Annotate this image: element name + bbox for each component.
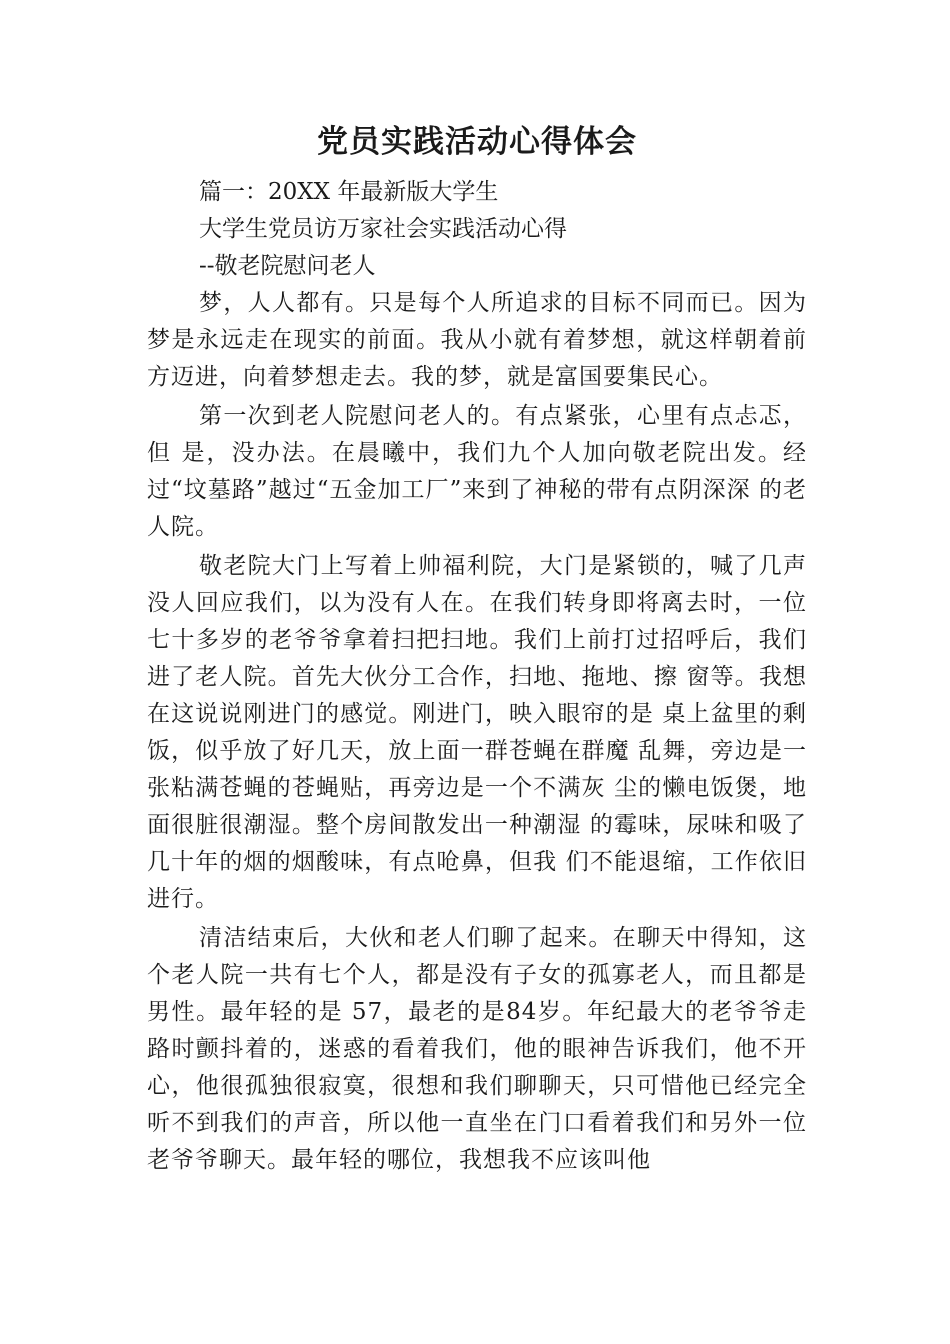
document-page — [147, 118, 807, 1179]
paragraph-4: 清洁结束后，大伙和老人们聊了起来。在聊天中得知，这个老人院一共有七个人，都是没有子女的孤寡老人，而且都是男性。最年轻的是 57，最老的是84岁。年纪最大的老爷爷走路时颤抖着的，迷惑的看着我们，他的眼神告诉我们，他不开心，他很孤独很寂寞，很想和我们聊聊天，只可惜他已经完全听不到我们的声音，所以他一直坐在门口看着我们和另外一位老爷爷聊天。最年轻的哪位，我想我不应该叫他 — [147, 925, 807, 1173]
subtitle-line-3: --敬老院慰问老人 — [199, 253, 376, 279]
subtitle-line-2: 大学生党员访万家社会实践活动心得 — [199, 216, 567, 242]
document-title: 党员实践活动心得体会 — [317, 124, 637, 160]
paragraph-2: 第一次到老人院慰问老人的。有点紧张，心里有点忐忑，但 是，没办法。在晨曦中，我们九个人加向敬老院出发。经过“坟墓路”越过“五金加工厂”来到了神秘的带有点阴深深 的老人院。 — [147, 403, 807, 540]
paragraph-1: 梦，人人都有。只是每个人所追求的目标不同而已。因为梦是永远走在现实的前面。我从小就有着梦想，就这样朝着前方迈进，向着梦想走去。我的梦，就是富国要集民心。 — [147, 290, 807, 390]
paragraph-3: 敬老院大门上写着上帅福利院，大门是紧锁的，喊了几声没人回应我们，以为没有人在。在我们转身即将离去时，一位七十多岁的老爷爷拿着扫把扫地。我们上前打过招呼后，我们进了老人院。首先大伙分工合作，扫地、拖地、擦 窗等。我想在这说说刚进门的感觉。刚进门，映入眼帘的是 桌上盆里的剩饭，似乎放了好几天，放上面一群苍蝇在群魔 乱舞，旁边是一张粘满苍蝇的苍蝇贴，再旁边是一个不满灰 尘的懒电饭煲，地面很脏很潮湿。整个房间散发出一种潮湿 的霉味，尿味和吸了几十年的烟的烟酸味，有点呛鼻，但我 们不能退缩，工作依旧进行。 — [147, 553, 807, 912]
subtitle-line-1: 篇一：20XX 年最新版大学生 — [199, 179, 499, 205]
